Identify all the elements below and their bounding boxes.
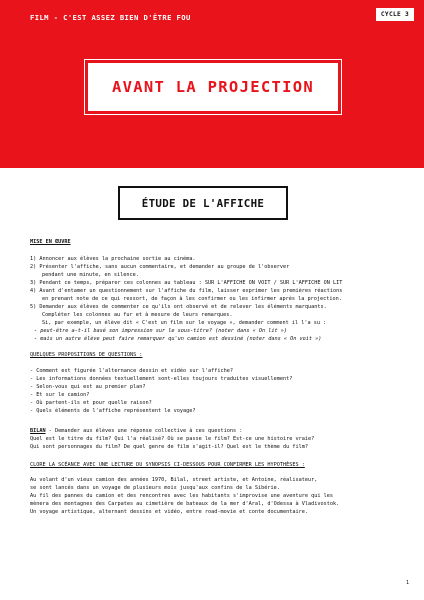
example-line: Si, par exemple, un élève dit « C'est un film sur le voyage », demander comment il l'a su : [42, 320, 327, 326]
bilan-question-line: Quel est le titre du film? Qui l'a réalisé? Où se passe le film? Est-ce une histoire vraie? [30, 436, 315, 442]
page-number: 1 [406, 580, 410, 586]
step-line: Compléter les colonnes au fur et à mesure de leurs remarques. [42, 312, 233, 318]
synopsis-line: Au volant d'un vieux camion des années 1970, Bilal, street artiste, et Antoine, réalisateur, [30, 477, 318, 483]
example-line: - peut-être a-t-il basé son impression sur le sous-titre? (noter dans « On lit ») [34, 328, 287, 334]
propositions-heading: QUELQUES PROPOSITIONS DE QUESTIONS : [30, 352, 143, 358]
mise-en-oeuvre-heading: MISE EN ŒUVRE [30, 239, 71, 245]
question-item: - Comment est figurée l'alternance dessin et vidéo sur l'affiche? [30, 368, 234, 374]
synopsis-line: Un voyage artistique, alternant dessins et vidéo, entre road-movie et conte documentaire. [30, 509, 308, 515]
step-line: 5) Demander aux élèves de commenter ce qu'ils ont observé et de relever les éléments marquants. [30, 304, 327, 310]
synopsis-line: Au fil des pannes du camion et des rencontres avec les habitants s'improvise une aventure qui les [30, 493, 333, 499]
step-line: pendant une minute, en silence. [42, 272, 139, 278]
question-item: - Quels éléments de l'affiche représentent le voyage? [30, 408, 196, 414]
step-line: 2) Présenter l'affiche, sans aucun commentaire, et demander au groupe de l'observer [30, 264, 290, 270]
question-item: - Où partent-ils et pour quelle raison? [30, 400, 152, 406]
step-line: 1) Annoncer aux élèves la prochaine sortie au cinéma. [30, 256, 196, 262]
bilan-question-line: Qui sont personnages du film? De quel genre de film s'agit-il? Quel est le thème du film? [30, 444, 308, 450]
section-title-box [118, 186, 288, 220]
synopsis-line: se sont lancés dans un voyage de plusieurs mois jusqu'aux confins de la Sibérie. [30, 485, 280, 491]
question-item: - Selon-vous qui est au premier plan? [30, 384, 146, 390]
question-item: - Les informations données textuellement sont-elles toujours traduites visuellement? [30, 376, 293, 382]
bilan-label: BILAN [30, 428, 46, 434]
bilan-intro [30, 428, 242, 434]
film-title: FILM - C'EST ASSEZ BIEN D'ÊTRE FOU [30, 13, 191, 22]
cloture-heading: CLORE LA SCÉANCE AVEC UNE LECTURE DU SYNOPSIS CI-DESSOUS POUR CONFIRMER LES HYPOTHÈSES : [30, 462, 305, 468]
main-title: AVANT LA PROJECTION [111, 78, 314, 96]
main-title-box [86, 61, 340, 113]
step-line: en prenant note de ce qui ressort, de façon à les confirmer ou les infirmer après la projection. [42, 296, 342, 302]
step-line: 4) Avant d'entamer un questionnement sur l'affiche du film, laisser exprimer les premières réactions [30, 288, 343, 294]
question-item: - Et sur le camion? [30, 392, 90, 398]
bilan-intro-text: - Demander aux élèves une réponse collective à ces questions : [45, 428, 243, 434]
step-line: 3) Pendant ce temps, préparer ces colonnes au tableau : SUR L'AFFICHE ON VOIT / SUR L'AFFICHE ON LIT [30, 280, 343, 286]
synopsis-line: mènera des montagnes des Carpates au cimetière de bateaux de la mer d'Aral, d'Odessa à Vladivostok. [30, 501, 340, 507]
example-line: - mais un autre élève peut faire remarquer qu'un camion est dessiné (noter dans « On voit ») [34, 336, 322, 342]
section-title: ÉTUDE DE L'AFFICHE [141, 196, 265, 210]
cycle-badge: CYCLE 3 [376, 8, 414, 21]
